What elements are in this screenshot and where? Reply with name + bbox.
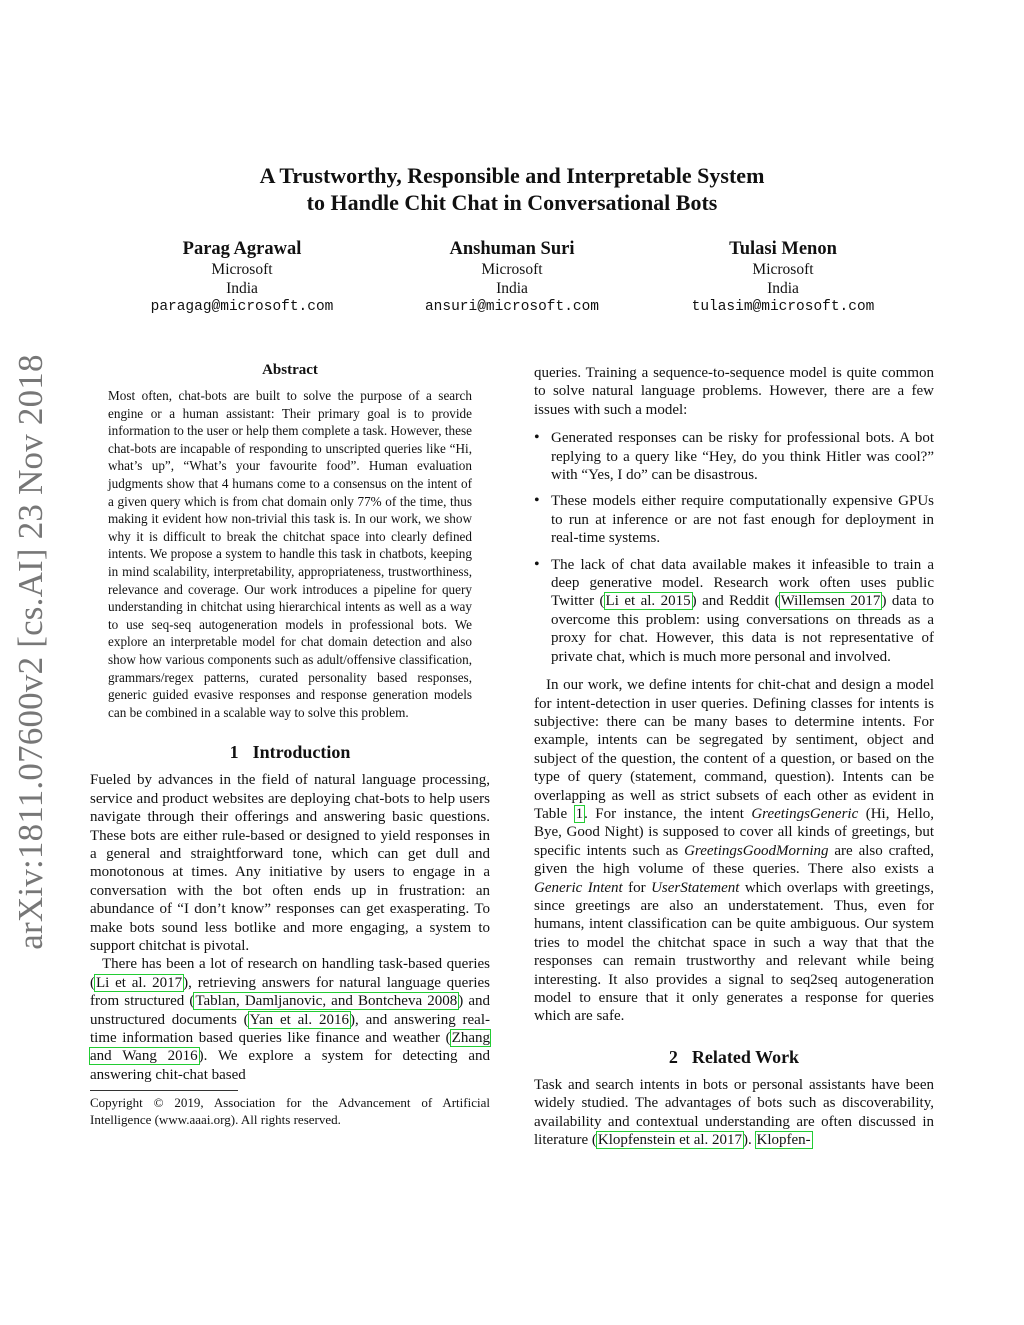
citation-link[interactable]: Zhang and Wang 2016: [90, 1029, 490, 1065]
text-run: Task and search intents in bots or personal assistants have been widely studied. The advantages of bots such as discoverability, availability and contextual understanding are often discussed in literature (: [534, 1076, 934, 1149]
author-org: Microsoft: [211, 261, 273, 278]
author-name: Parag Agrawal: [182, 239, 302, 259]
text-run: The lack of chat data available makes it infeasible to train a deep generative model. Research work often uses public Twitter (: [551, 556, 934, 610]
text-run: for: [622, 879, 652, 896]
right-paragraph-1: [534, 676, 934, 1026]
text-run: ) and Reddit (: [691, 593, 780, 610]
issue-list: [534, 429, 934, 666]
abstract-text: Most often, chat-bots are built to solve the purpose of a search engine or a human assistant: Their primary goal is to provide information to the user or help them complete a task. However, these chat-bots are incapable of responding to unscripted queries like “Hi, what’s up”, “What’s your favourite food”. Human evaluation judgments show that 4 humans come to a consensus on the intent of a given query which is from chat domain only 77% of the time, thus making it evident how non-trivial this task is. In our work, we show why it is difficult to break the chitchat space into clearly defined intents. We propose a system to handle this task in chatbots, keeping in mind scalability, interpretability, appropriateness, trustworthiness, relevance and coverage. Our work introduces a pipeline for query understanding in chitchat using hierarchical intents as well as a way to use seq-seq autogeneration models in professional bots. We explore an interpretable model for chat domain detection and also show how various components such as adult/offensive classification, grammars/regex patterns, curated personality based responses, generic guided evasive responses and response generation models can be combined in a scalable way to solve this problem.: [108, 388, 472, 720]
title-line-2: to Handle Chit Chat in Conversational Bots: [306, 190, 718, 215]
intro-paragraph-2: [90, 955, 490, 1084]
intro-paragraph-1: Fueled by advances in the field of natural language processing, service and product websites are deploying chat-bots to help users navigate through their offerings and answering basic questions. These bots are either rule-based or designed to yield responses in a general and straightforward tone, which can get dull and monotonous at times. Any initiative by users to engage in a conversation with the bot often ends up in frustration: an abundance of “I don’t know” responses can get exasperating. To make bots sound less botlike and more engaging, a system to support chitchat is pivotal.: [90, 772, 490, 954]
text-run: (Hi, Hello, Bye, Good Night) is supposed to cover all kinds of greetings, but specific intents such as: [534, 805, 934, 859]
text-run: . For instance, the intent: [584, 805, 752, 822]
citation-link[interactable]: Willemsen 2017: [780, 593, 881, 610]
text-run: ), and answering real-time information based queries like finance and weather (: [90, 1011, 491, 1046]
author-org: Microsoft: [481, 261, 543, 278]
citation-link[interactable]: Li et al. 2017: [96, 974, 183, 991]
author-org: Microsoft: [752, 261, 814, 278]
author-country: India: [767, 279, 799, 297]
author-country: India: [496, 279, 528, 297]
text-run: are also crafted, given the high volume of these queries. There also exists a: [534, 842, 934, 878]
title-line-1: A Trustworthy, Responsible and Interpretable System: [259, 163, 765, 188]
abstract-heading: Abstract: [262, 362, 318, 378]
author-email: paragag@microsoft.com: [150, 299, 334, 315]
author-name: Tulasi Menon: [729, 239, 837, 259]
author-3: [633, 238, 933, 317]
text-run: ), retrieving answers for natural language queries from structured (: [90, 974, 490, 1010]
left-column: [90, 362, 490, 1128]
arxiv-identifier: arXiv:1811.07600v2 [cs.AI] 23 Nov 2018: [11, 354, 50, 950]
citation-link[interactable]: Yan et al. 2016: [249, 1011, 349, 1028]
text-run: ) data to overcome this problem: using conversations on threads as a proxy for chat. However, this data is not representative of private chat, which is much more personal and involved.: [551, 593, 934, 665]
right-paragraph-0: queries. Training a sequence-to-sequence model is quite common to solve natural language problems. However, there are a few issues with such a model:: [534, 365, 934, 418]
section-number: 2: [668, 1046, 678, 1067]
citation-link[interactable]: Tablan, Damljanovic, and Bontcheva 2008: [195, 993, 458, 1010]
author-2: [362, 238, 662, 317]
section-heading-introduction: [90, 741, 490, 763]
arxiv-sidebar: [4, 352, 58, 952]
text-run: ). We explore a system for detecting and answering chit-chat based: [90, 1048, 490, 1083]
list-item: [534, 556, 934, 666]
author-email: tulasim@microsoft.com: [691, 299, 875, 315]
text-run: In our work, we define intents for chit-chat and design a model for intent-detection in user queries. Defining classes for intents is subjective: there can be many bases to determine intents. For example, intents can be segregated by sentiment, object and subject of the question, the content of a question, or based on the type of query (statement, command, question). Intents can be overlapping as well as strict subsets of each other as evident in Table: [534, 677, 934, 822]
citation-link[interactable]: Li et al. 2015: [605, 593, 691, 610]
table-reference-link[interactable]: 1: [575, 805, 584, 822]
text-run: ).: [743, 1132, 756, 1149]
author-email: ansuri@microsoft.com: [424, 299, 600, 315]
list-item: • Generated responses can be risky for professional bots. A bot replying to a query like “Hey, do you think Hitler was cool?” with “Yes, I do” can be disastrous.: [534, 429, 934, 484]
paper-title: [0, 162, 1024, 216]
right-column: [534, 364, 934, 1149]
related-paragraph-1: [534, 1076, 934, 1150]
section-number: 1: [229, 742, 239, 763]
author-1: [92, 238, 392, 317]
section-title: Related Work: [691, 1046, 800, 1067]
intent-name: GreetingsGoodMorning: [684, 842, 829, 859]
text-run: which overlaps with greetings, since greetings are also an understatement. Thus, even for humans, intent classification can be quite ambiguous. Our system tries to model the chitchat space in such a way that that the responses can remain trustworthy and relevant while being interesting. It also provides a signal to seq2seq autogeneration model to ensure that it only generates a response for queries which are safe.: [534, 879, 934, 1025]
section-title: Introduction: [252, 742, 351, 763]
intent-name: GreetingsGeneric: [751, 805, 859, 822]
copyright-footnote: Copyright © 2019, Association for the Advancement of Artificial Intelligence (www.aaai.org). All rights reserved.: [90, 1095, 490, 1127]
footnote-divider: [90, 1090, 238, 1091]
intent-name: UserStatement: [651, 879, 740, 896]
list-item: • These models either require computationally expensive GPUs to run at inference or are not fast enough for deployment in real-time systems.: [534, 492, 934, 547]
section-heading-related-work: [534, 1046, 934, 1068]
author-country: India: [226, 279, 258, 297]
citation-link[interactable]: Klopfen-: [756, 1132, 811, 1149]
intent-name: Generic Intent: [534, 879, 623, 896]
author-name: Anshuman Suri: [449, 239, 575, 259]
text-run: ) and unstructured documents (: [90, 993, 490, 1028]
citation-link[interactable]: Klopfenstein et al. 2017: [597, 1132, 743, 1149]
text-run: There has been a lot of research on handling task-based queries (: [90, 956, 490, 991]
